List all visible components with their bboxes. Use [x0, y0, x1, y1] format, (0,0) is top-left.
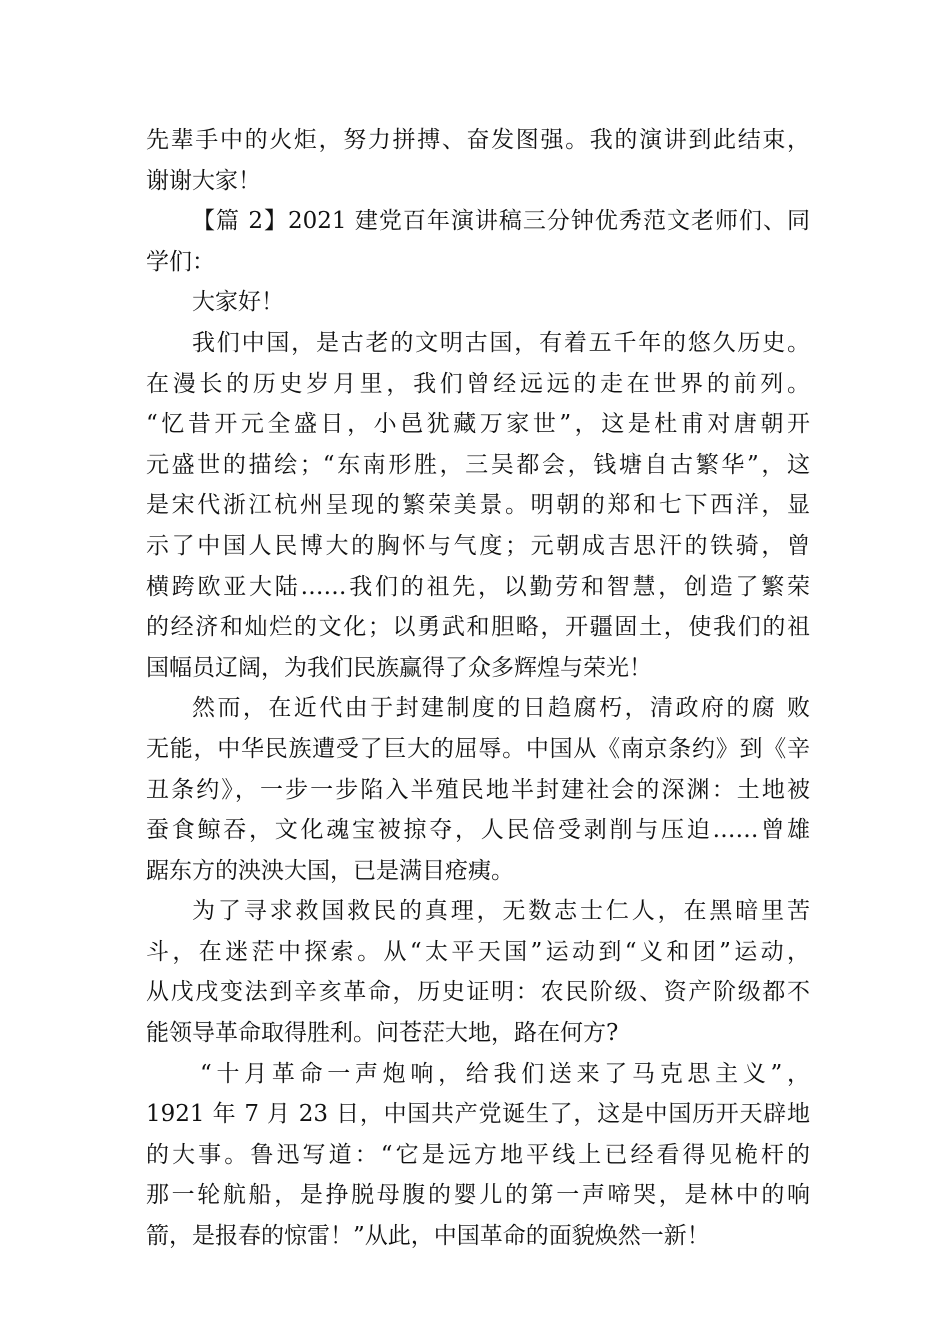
- text-line: 丑条约》，一步一步陷入半殖民地半封建社会的深渊：土地被: [146, 776, 810, 803]
- text-line: 大家好！: [192, 289, 284, 316]
- text-line: 横跨欧亚大陆……我们的祖先，以勤劳和智慧，创造了繁荣: [146, 573, 810, 600]
- paragraph-greeting: [146, 282, 810, 323]
- text-line: 的大事。鲁迅写道：“它是远方地平线上已经看得见桅杆的: [146, 1141, 810, 1168]
- text-line: 踞东方的泱泱大国，已是满目疮痍。: [146, 857, 514, 884]
- text-line: 谢谢大家！: [146, 167, 261, 194]
- text-line: 从戊戌变法到辛亥革命，历史证明：农民阶级、资产阶级都不: [146, 979, 810, 1006]
- text-line: 是宋代浙江杭州呈现的繁荣美景。明朝的郑和七下西洋，显: [146, 492, 810, 519]
- paragraph-heading: [146, 201, 810, 282]
- text-line: 为了寻求救国救民的真理，无数志士仁人，在黑暗里苦: [192, 898, 810, 925]
- text-line: 那一轮航船，是挣脱母腹的婴儿的第一声啼哭，是林中的响: [146, 1182, 810, 1209]
- text-line: 1921 年 7 月 23 日，中国共产党诞生了，这是中国历开天辟地: [146, 1101, 810, 1128]
- section-heading: 【篇 2】2021 建党百年演讲稿三分钟优秀范文老师们、同: [192, 208, 810, 235]
- paragraph-modern-era: [146, 688, 810, 891]
- paragraph-history: [146, 323, 810, 688]
- text-line: 然而，在近代由于封建制度的日趋腐朽，清政府的腐 败: [192, 695, 810, 722]
- text-line: 示了中国人民博大的胸怀与气度；元朝成吉思汗的铁骑，曾: [146, 532, 810, 559]
- text-line: 无能，中华民族遭受了巨大的屈辱。中国从《南京条约》到《辛: [146, 735, 810, 762]
- text-line: 能领导革命取得胜利。问苍茫大地，路在何方?: [146, 1020, 619, 1047]
- text-line: 的经济和灿烂的文化；以勇武和胆略，开疆固土，使我们的祖: [146, 614, 810, 641]
- text-line: “忆昔开元全盛日，小邑犹藏万家世”，这是杜甫对唐朝开: [146, 411, 810, 438]
- text-line: 我们中国，是古老的文明古国，有着五千年的悠久历史。: [192, 329, 810, 356]
- text-line: 在漫长的历史岁月里，我们曾经远远的走在世界的前列。: [146, 370, 810, 397]
- paragraph-closing: [146, 120, 810, 201]
- text-line: 先辈手中的火炬，努力拼搏、奋发图强。我的演讲到此结束，: [146, 127, 810, 153]
- text-line: 元盛世的描绘；“东南形胜，三吴都会，钱塘自古繁华”，这: [146, 451, 810, 478]
- text-line: “十月革命一声炮响，给我们送来了马克思主义”，: [200, 1060, 810, 1087]
- text-line: 学们：: [146, 248, 215, 275]
- text-line: 斗，在迷茫中探索。从“太平天国”运动到“义和团”运动，: [146, 938, 810, 965]
- text-line: 国幅员辽阔，为我们民族赢得了众多辉煌与荣光！: [146, 654, 652, 681]
- paragraph-search-for-truth: [146, 891, 810, 1053]
- paragraph-party-founding: [146, 1054, 810, 1257]
- document-body: [146, 120, 810, 1257]
- text-line: 蚕食鲸吞，文化魂宝被掠夺，人民倍受剥削与压迫……曾雄: [146, 817, 810, 844]
- text-line: 箭，是报春的惊雷！”从此，中国革命的面貌焕然一新！: [146, 1223, 710, 1250]
